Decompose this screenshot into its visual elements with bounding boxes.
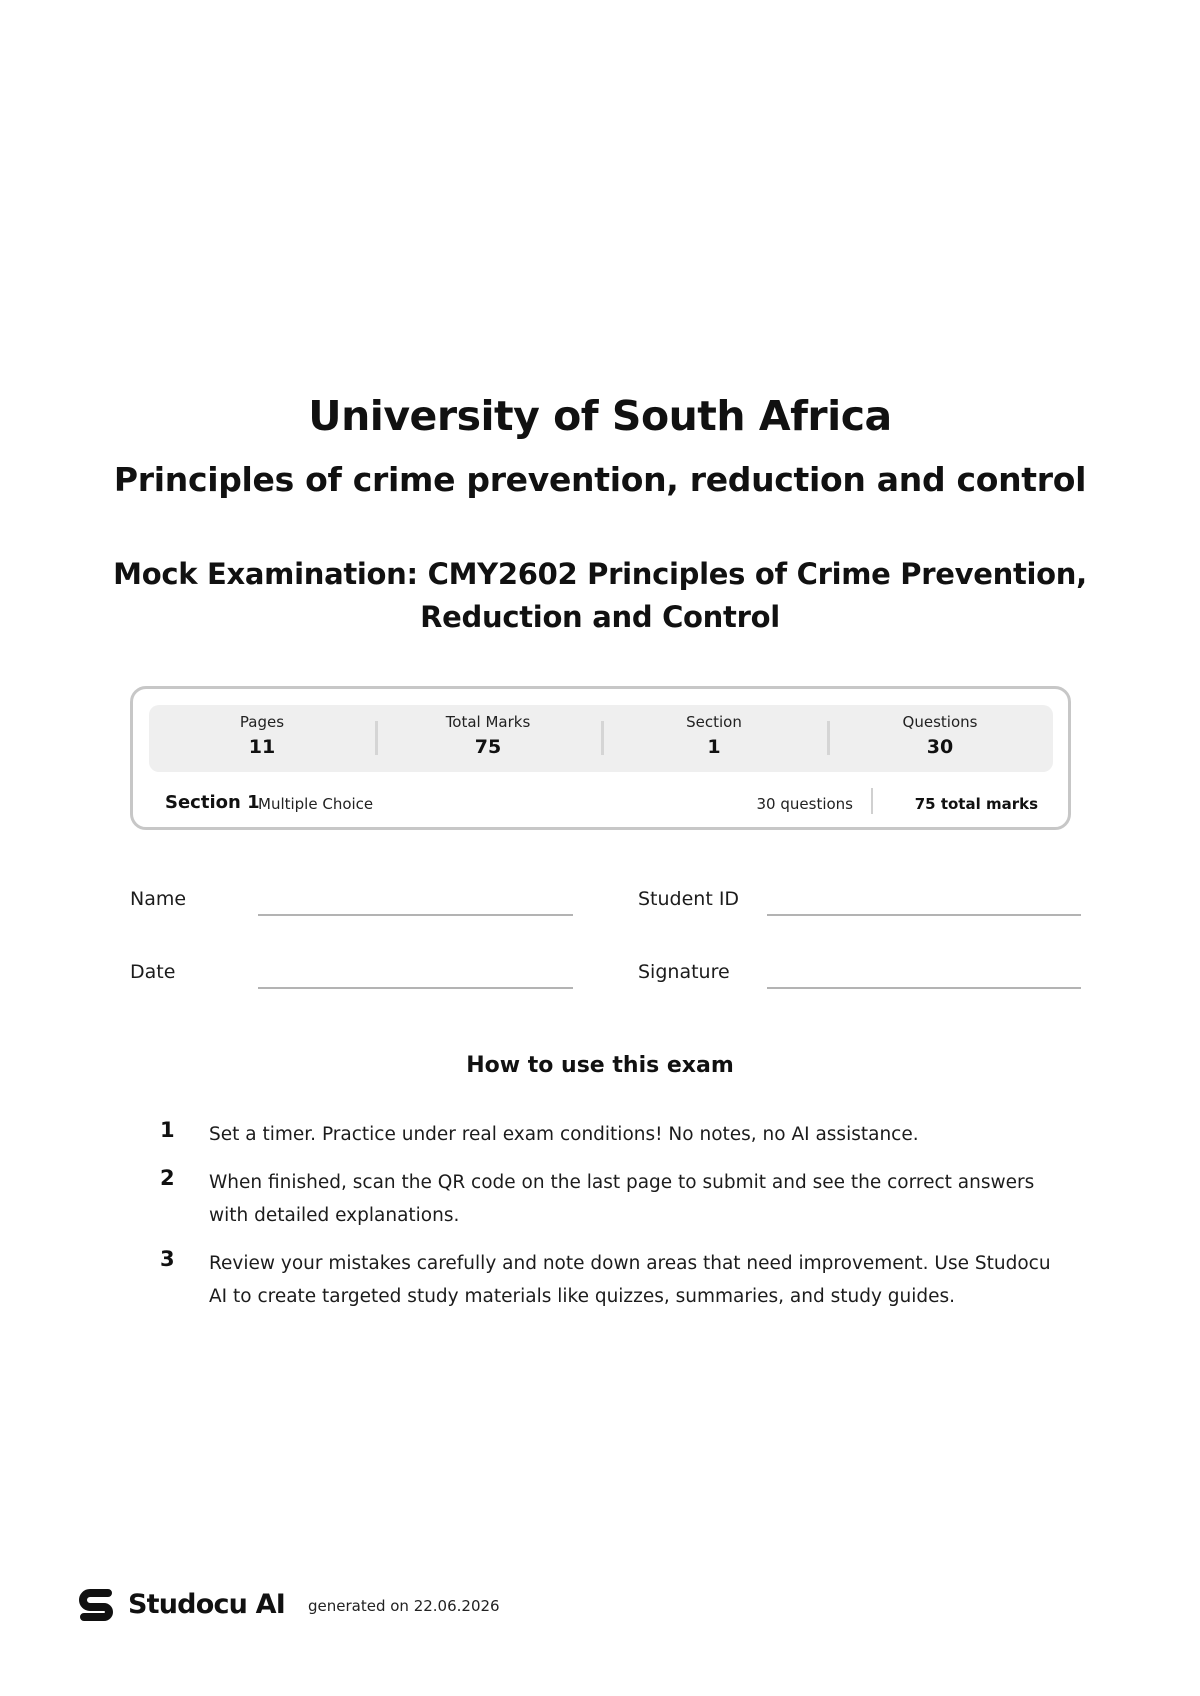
how-to-title: How to use this exam: [466, 1053, 734, 1078]
signature-field[interactable]: [767, 987, 1081, 989]
step-text: When finished, scan the QR code on the last page to submit and see the correct answers with detailed explanations.: [209, 1172, 1035, 1226]
section-total-marks: 75 total marks: [914, 795, 1038, 813]
signature-label: Signature: [638, 961, 730, 983]
stat-questions: [827, 705, 1053, 772]
exam-summary-box: [130, 686, 1071, 830]
section-type: Multiple Choice: [258, 795, 374, 813]
stat-label: Questions: [902, 713, 978, 731]
brand-name: Studocu AI: [128, 1589, 286, 1620]
section-name: Section 1: [165, 792, 260, 813]
stat-label: Pages: [239, 713, 285, 731]
student-id-field[interactable]: [767, 914, 1081, 916]
step-text: Set a timer. Practice under real exam conditions! No notes, no AI assistance.: [209, 1124, 919, 1145]
section-summary-line: [165, 792, 1038, 816]
stat-value: 30: [926, 736, 954, 758]
step-text: Review your mistakes carefully and note down areas that need improvement. Use Studocu AI to create targeted study materials like quizzes, summaries, and study guides.: [209, 1253, 1051, 1307]
date-label: Date: [130, 961, 176, 983]
studocu-logo-icon: [78, 1587, 116, 1625]
step-number: 1: [160, 1118, 175, 1142]
stat-value: 1: [707, 736, 721, 758]
section-question-count: 30 questions: [756, 795, 853, 813]
stat-total-marks: [375, 705, 601, 772]
name-field[interactable]: [258, 914, 573, 916]
stat-value: 75: [474, 736, 502, 758]
university-name: University of South Africa: [308, 392, 892, 440]
course-title: Principles of crime prevention, reduction and control: [113, 460, 1087, 499]
student-id-label: Student ID: [638, 888, 740, 910]
stat-value: 11: [248, 736, 276, 758]
generated-date: generated on 22.06.2026: [308, 1597, 500, 1615]
step-number: 3: [160, 1247, 175, 1271]
exam-stats-row: [149, 705, 1053, 772]
section-divider: [871, 788, 873, 814]
stat-pages: [149, 705, 375, 772]
date-field[interactable]: [258, 987, 573, 989]
step-number: 2: [160, 1166, 175, 1190]
stat-section: [601, 705, 827, 772]
exam-title: Mock Examination: CMY2602 Principles of Crime Prevention, Reduction and Control: [113, 557, 1087, 634]
name-label: Name: [130, 888, 187, 910]
stat-label: Section: [686, 713, 742, 731]
stat-label: Total Marks: [445, 713, 531, 731]
